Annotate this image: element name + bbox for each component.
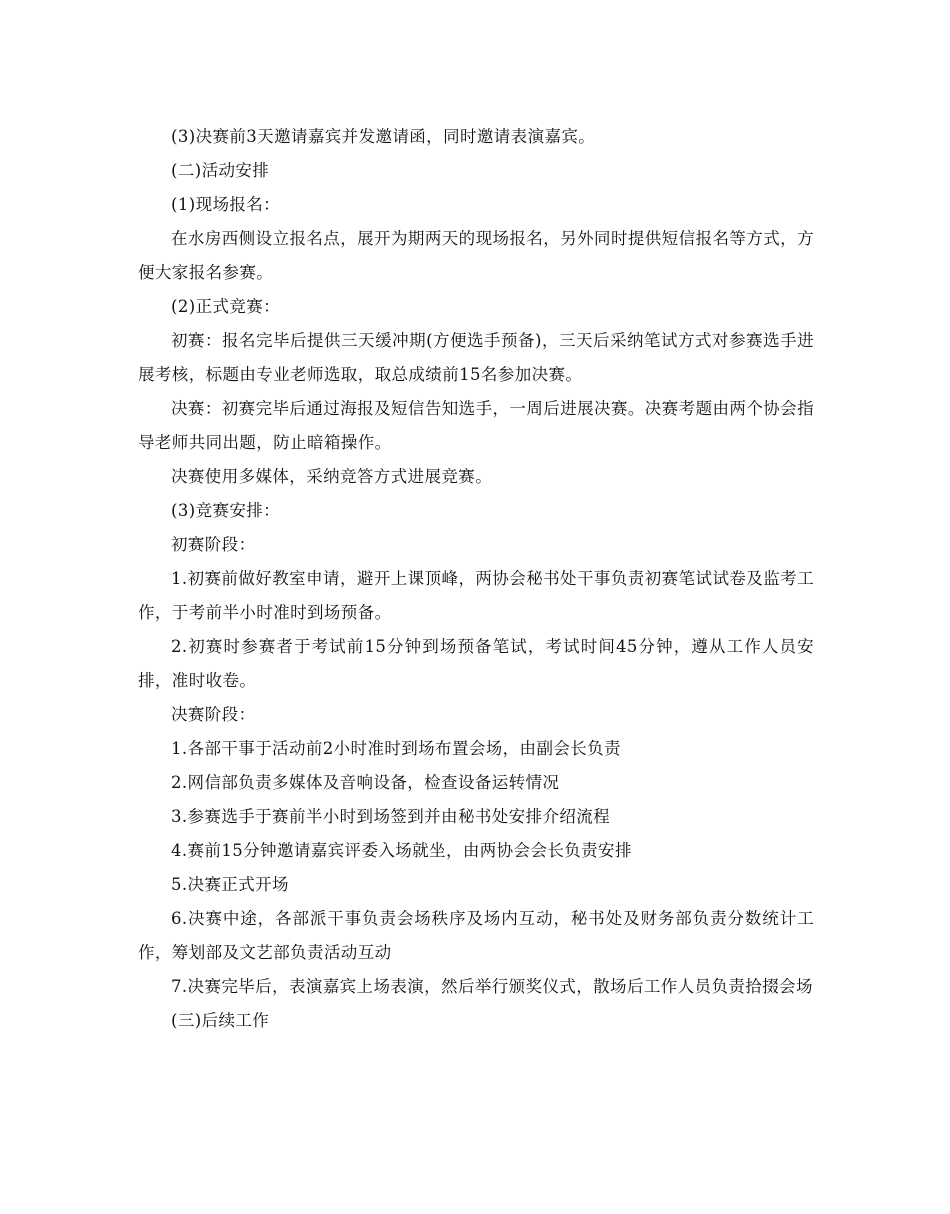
paragraph-invitation: (3)决赛前3天邀请嘉宾并发邀请函，同时邀请表演嘉宾。	[171, 127, 596, 146]
label-final-stage: 决赛阶段：	[171, 705, 256, 724]
document-page	[138, 120, 814, 1038]
list-item-final-6: 6.决赛中途，各部派干事负责会场秩序及场内互动，秘书处及财务部负责分数统计工作，筹划部及文艺部负责活动互动	[138, 909, 814, 962]
list-item-final-2: 2.网信部负责多媒体及音响设备，检查设备运转情况	[171, 773, 560, 792]
list-item-final-3: 3.参赛选手于赛前半小时到场签到并由秘书处安排介绍流程	[171, 807, 611, 826]
label-preliminary-stage: 初赛阶段：	[171, 535, 256, 554]
paragraph-preliminary: 初赛：报名完毕后提供三天缓冲期(方便选手预备)，三天后采纳笔试方式对参赛选手进展考核，标题由专业老师选取，取总成绩前15名参加决赛。	[138, 331, 814, 384]
list-item-final-1: 1.各部干事于活动前2小时准时到场布置会场，由副会长负责	[171, 739, 621, 758]
list-item-final-4: 4.赛前15分钟邀请嘉宾评委入场就坐，由两协会会长负责安排	[171, 841, 632, 860]
heading-follow-up-work: (三)后续工作	[171, 1011, 270, 1030]
list-item-final-7: 7.决赛完毕后，表演嘉宾上场表演，然后举行颁奖仪式，散场后工作人员负责拾掇会场	[171, 977, 813, 996]
paragraph-final: 决赛：初赛完毕后通过海报及短信告知选手，一周后进展决赛。决赛考题由两个协会指导老师共同出题，防止暗箱操作。	[138, 399, 814, 452]
paragraph-final-multimedia: 决赛使用多媒体，采纳竞答方式进展竞赛。	[171, 467, 493, 486]
heading-activity-arrangement: (二)活动安排	[171, 161, 270, 180]
list-item-preliminary-2: 2.初赛时参赛者于考试前15分钟到场预备笔试，考试时间45分钟，遵从工作人员安排，准时收卷。	[138, 637, 814, 690]
subheading-formal-competition: (2)正式竞赛：	[171, 297, 281, 316]
subheading-onsite-registration: (1)现场报名：	[171, 195, 281, 214]
subheading-competition-arrangement: (3)竞赛安排：	[171, 501, 281, 520]
paragraph-registration: 在水房西侧设立报名点，展开为期两天的现场报名，另外同时提供短信报名等方式，方便大家报名参赛。	[138, 229, 814, 282]
list-item-preliminary-1: 1.初赛前做好教室申请，避开上课顶峰，两协会秘书处干事负责初赛笔试试卷及监考工作，于考前半小时准时到场预备。	[138, 569, 814, 622]
list-item-final-5: 5.决赛正式开场	[171, 875, 289, 894]
